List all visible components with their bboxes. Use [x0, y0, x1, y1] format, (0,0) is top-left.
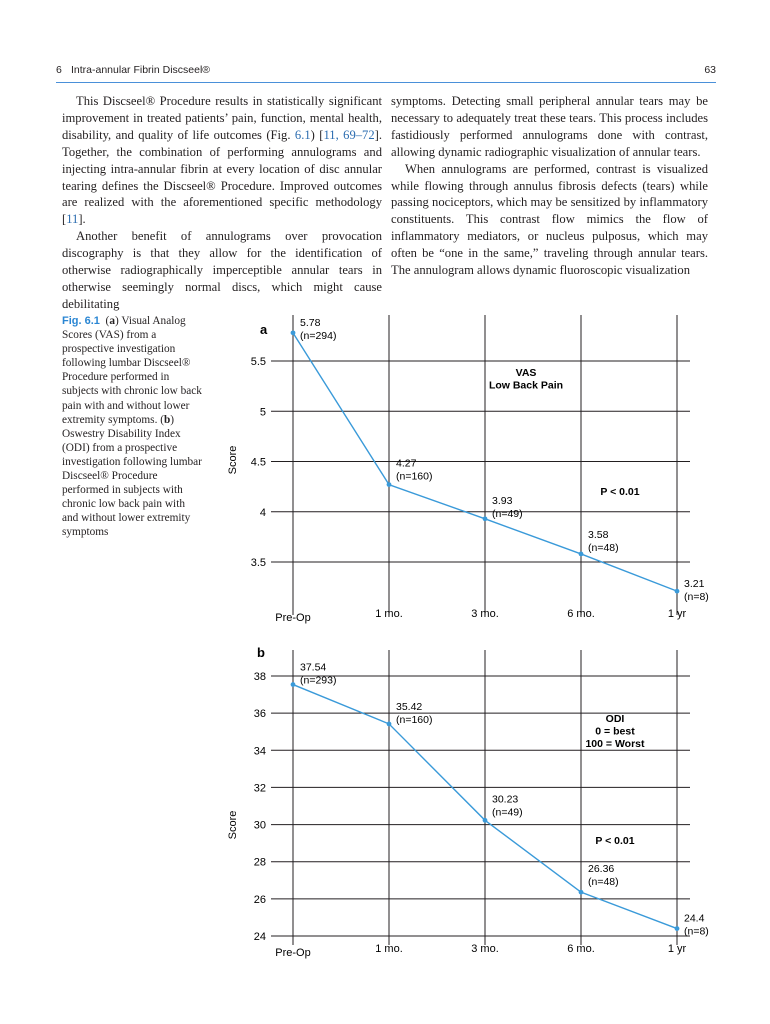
data-label: 37.54 [300, 661, 327, 674]
x-tick-label: Pre-Op [275, 947, 311, 959]
data-label-n: (n=294) [300, 329, 337, 342]
x-tick-label: 6 mo. [567, 943, 595, 955]
data-point [387, 482, 392, 487]
data-label-n: (n=48) [588, 876, 619, 889]
y-tick-label: 24 [253, 931, 266, 943]
chart-odi [220, 640, 720, 965]
paragraph-text: symptoms. Detecting small peripheral annular tears may be necessary to adequately treat these tears. This process includes fastidiously performed annulograms done with contrast, allowing dynamic radiographic visualization of annular tears. [391, 94, 708, 159]
data-label-n: (n=8) [684, 925, 709, 938]
x-tick-label: 3 mo. [471, 608, 499, 620]
paragraph [391, 93, 708, 161]
paragraph-text: ]. [78, 212, 86, 227]
data-point [579, 552, 584, 557]
data-label-n: (n=49) [492, 806, 523, 819]
data-point [483, 818, 488, 823]
data-label: 35.42 [396, 700, 423, 713]
y-tick-label: 28 [253, 856, 266, 869]
running-head [56, 60, 716, 83]
data-label-n: (n=48) [588, 541, 619, 554]
panel-label: b [257, 645, 265, 660]
chart-title: ODI [605, 713, 625, 725]
chart-title: 0 = best [595, 725, 635, 738]
x-tick-label: 6 mo. [567, 608, 595, 620]
figure-caption: Fig. 6.1 (a) Visual Analog Scores (VAS) from a prospective investigation following lumbar Discseel® Procedure performed in subjects with chronic low back pain with and without lower extremity symptoms. (b) Oswestry Disability Index (ODI) from a prospective investigation following lumbar Discseel® Procedure performed in subjects with chronic low back pain with and without lower extremity symptoms [62, 315, 202, 539]
data-point [291, 682, 296, 687]
paragraph-text: This Discseel® Procedure results in statistically significant improvement in treated patients’ pain, function, mental health, disability, and quality of life outcomes (Fig. [62, 94, 382, 142]
p-value-annotation: P < 0.01 [600, 486, 640, 498]
chart-title: Low Back Pain [488, 379, 564, 392]
data-label: 4.27 [396, 457, 417, 470]
data-label: 5.78 [300, 316, 321, 329]
paragraph-text: ]. Together, the combination of performing annulograms and injecting intra-annular fibrin at every location of disc annular tearing defines the Discseel® Procedure. Improved outcomes are realized with the aforementioned specific methodology [ [62, 127, 382, 227]
data-point [675, 589, 680, 594]
paragraph-text: Another benefit of annulograms over provocation discography is that they allow for the identification of otherwise radiographically imperceptible annular tears in otherwise seemingly normal discs, which might cause debilitating [62, 229, 382, 311]
x-tick-label: 1 mo. [375, 608, 403, 620]
chart-title: 100 = Worst [585, 738, 645, 750]
p-value-annotation: P < 0.01 [595, 835, 635, 847]
chapter-number: 6 [56, 64, 62, 76]
data-label: 3.58 [588, 528, 609, 541]
y-tick-label: 36 [253, 708, 266, 721]
y-tick-label: 26 [253, 893, 266, 906]
y-tick-label: 30 [253, 819, 266, 832]
data-point [483, 516, 488, 521]
y-axis-label: Score [227, 445, 239, 475]
data-label-n: (n=49) [492, 507, 523, 520]
data-label: 30.23 [492, 793, 519, 806]
data-label-n: (n=8) [684, 591, 709, 604]
x-tick-label: 1 yr [667, 943, 687, 955]
data-label-n: (n=160) [396, 470, 433, 483]
y-tick-label: 32 [253, 782, 266, 795]
x-tick-label: 1 mo. [375, 943, 403, 955]
data-label: 3.21 [684, 578, 705, 591]
caption-text-a: Visual Analog Scores (VAS) from a prospective investigation following lumbar Discseel® Procedure performed in subjects with chronic low back pain with and without lower extremity symptoms. [62, 315, 202, 426]
caption-marker-a: a [109, 315, 115, 327]
y-tick-label: 3.5 [250, 557, 266, 569]
chart-vas [220, 310, 720, 630]
page-number: 63 [704, 64, 716, 76]
citation-link[interactable]: 6.1 [294, 127, 311, 142]
chart-title: VAS [515, 367, 537, 379]
x-tick-label: 3 mo. [471, 943, 499, 955]
paragraph [391, 161, 708, 279]
paragraph-text: ) [ [310, 127, 324, 142]
data-point [675, 926, 680, 931]
data-label: 3.93 [492, 494, 513, 507]
data-point [291, 330, 296, 335]
data-point [387, 722, 392, 727]
citation-link[interactable]: 11, 69–72 [323, 127, 375, 142]
y-axis-label: Score [227, 810, 239, 840]
caption-text-b: Oswestry Disability Index (ODI) from a prospective investigation following lumbar Discseel® Procedure performed in subjects with chronic low back pain with and without lower extremity symptoms [62, 427, 202, 539]
y-tick-label: 4 [259, 506, 266, 519]
data-label: 26.36 [588, 863, 615, 876]
chapter-title: Intra-annular Fibrin Discseel® [71, 64, 211, 76]
y-tick-label: 34 [253, 745, 266, 758]
data-label-n: (n=160) [396, 713, 433, 726]
paragraph [62, 93, 382, 228]
panel-label: a [260, 322, 268, 337]
data-label-n: (n=293) [300, 674, 337, 687]
citation-link[interactable]: 11 [66, 212, 79, 227]
y-tick-label: 38 [253, 671, 266, 683]
y-tick-label: 5.5 [250, 356, 266, 368]
x-tick-label: Pre-Op [275, 612, 311, 624]
y-tick-label: 4.5 [250, 456, 266, 469]
x-tick-label: 1 yr [667, 608, 687, 620]
data-point [579, 890, 584, 895]
paragraph-text: When annulograms are performed, contrast is visualized while flowing through annulus fibrosis defects (tears) while passing nociceptors, which may be sensitized by inflammatory constituents. This contrast flow mimics the flow of inflammatory mediators, or nucleus pulposus, which may often be “one in the same,” traveling through annular tears. The annulogram allows dynamic fluoroscopic visualization [391, 161, 708, 278]
body-column-left [62, 93, 382, 313]
y-tick-label: 5 [259, 406, 266, 419]
data-label: 24.4 [684, 912, 705, 925]
body-column-right [391, 93, 708, 279]
caption-marker-b: b [163, 413, 171, 426]
figure-label: Fig. 6.1 [62, 315, 100, 327]
paragraph [62, 228, 382, 313]
